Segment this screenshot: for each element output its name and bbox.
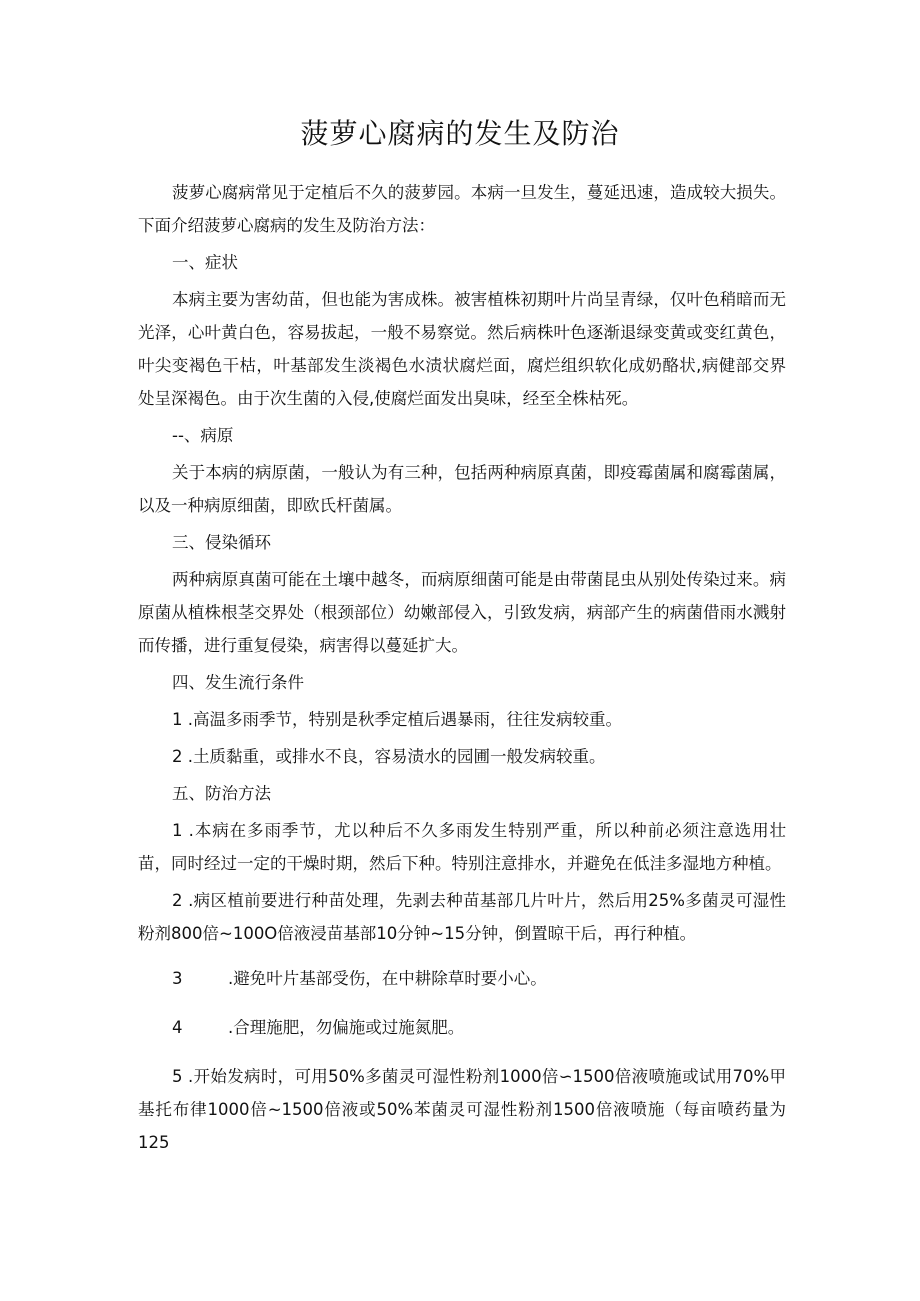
item-number: 3 bbox=[172, 969, 183, 988]
pathogen-paragraph: 关于本病的病原菌，一般认为有三种，包括两种病原真菌，即疫霉菌属和腐霉菌属，以及一种病原细菌，即欧氏杆菌属。 bbox=[138, 463, 786, 515]
symptoms-paragraph: 本病主要为害幼苗，但也能为害成株。被害植株初期叶片尚呈青绿，仅叶色稍暗而无光泽，心叶黄白色，容易拔起，一般不易察觉。然后病株叶色逐渐退绿变黄或变红黄色，叶尖变褐色干枯，叶基部发生淡褐色水渍状腐烂面，腐烂组织软化成奶酪状,病健部交界处呈深褐色。由于次生菌的入侵,使腐烂面发出臭味，经至全株枯死。 bbox=[138, 290, 786, 408]
intro-paragraph: 菠萝心腐病常见于定植后不久的菠萝园。本病一旦发生，蔓延迅速，造成较大损失。下面介绍菠萝心腐病的发生及防治方法： bbox=[138, 183, 786, 235]
document-body bbox=[138, 176, 786, 1163]
item-text: .合理施肥，勿偏施或过施氮肥。 bbox=[228, 1018, 465, 1037]
conditions-item-1: 1 .高温多雨季节，特别是秋季定植后遇暴雨，往往发病较重。 bbox=[172, 710, 622, 729]
control-item-1: 1 .本病在多雨季节，尤以种后不久多雨发生特别严重，所以种前必须注意选用壮苗，同时经过一定的干燥时期，然后下种。特别注意排水，并避免在低洼多湿地方种植。 bbox=[138, 821, 786, 873]
document-title: 菠萝心腐病的发生及防治 bbox=[300, 117, 620, 150]
section-heading-control: 五、防治方法 bbox=[172, 784, 271, 803]
item-text: .避免叶片基部受伤，在中耕除草时要小心。 bbox=[228, 969, 547, 988]
spacer bbox=[138, 1052, 786, 1060]
section-heading-symptoms: 一、症状 bbox=[172, 253, 238, 272]
item-number: 4 bbox=[172, 1018, 183, 1037]
control-item-2: 2 .病区植前要进行种苗处理，先剥去种苗基部几片叶片，然后用25%多菌灵可湿性粉剂800倍~100O倍液浸苗基部10分钟~15分钟，倒置晾干后，再行种植。 bbox=[138, 891, 786, 943]
control-item-4 bbox=[138, 1011, 786, 1044]
spacer bbox=[138, 1003, 786, 1011]
conditions-item-2: 2 .土质黏重，或排水不良，容易渍水的园圃一般发病较重。 bbox=[172, 747, 606, 766]
control-item-3 bbox=[138, 962, 786, 995]
section-heading-conditions: 四、发生流行条件 bbox=[172, 673, 304, 692]
section-heading-pathogen: --、病原 bbox=[172, 426, 234, 445]
spacer bbox=[138, 954, 786, 962]
section-heading-infection-cycle: 三、侵染循环 bbox=[172, 533, 271, 552]
infection-cycle-paragraph: 两种病原真菌可能在土壤中越冬，而病原细菌可能是由带菌昆虫从别处传染过来。病原菌从植株根茎交界处（根颈部位）幼嫩部侵入，引致发病，病部产生的病菌借雨水溅射而传播，进行重复侵染，病害得以蔓延扩大。 bbox=[138, 570, 786, 655]
control-item-5: 5 .开始发病时，可用50%多菌灵可湿性粉剂1000倍∽1500倍液喷施或试用70%甲基托布律1000倍~1500倍液或50%苯菌灵可湿性粉剂1500倍液喷施（每亩喷药量为125 bbox=[138, 1067, 786, 1152]
